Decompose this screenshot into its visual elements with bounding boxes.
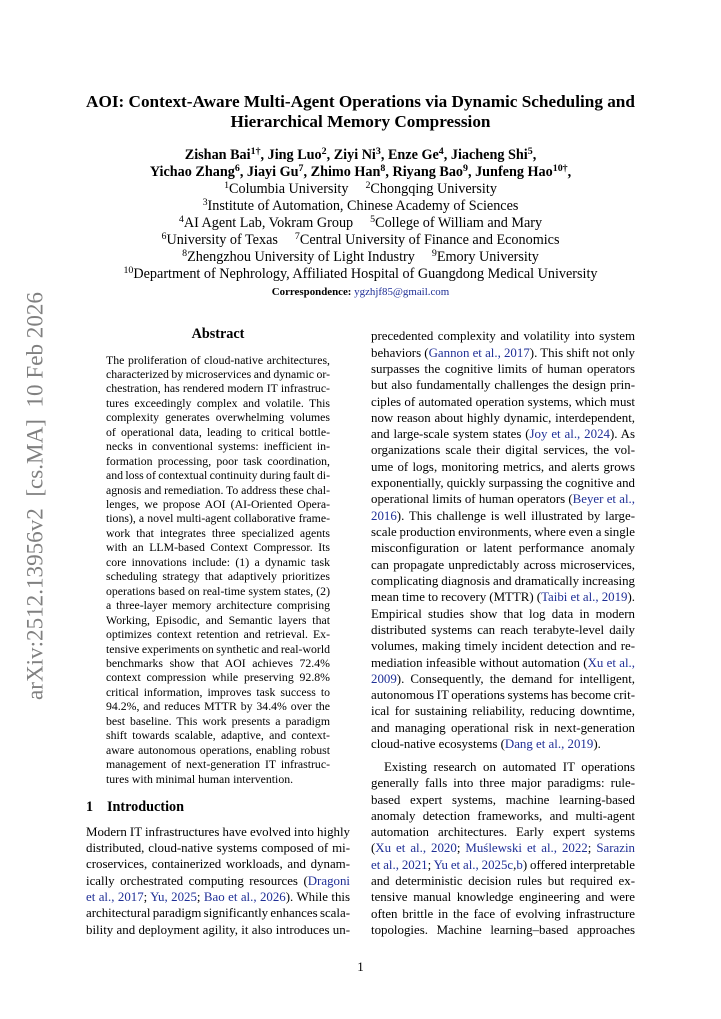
correspondence-label: Correspondence: xyxy=(271,286,352,298)
text-segment: , xyxy=(567,163,572,180)
abstract-line: with an LLM-based Context Compressor. Its xyxy=(106,540,330,555)
citation-link[interactable]: Dang et al., 2019 xyxy=(504,737,594,752)
text-segment: ; xyxy=(143,890,151,905)
text-line: exponentially, quickly surpassing the cognitive and xyxy=(371,476,635,491)
text-segment: and large-scale system states ( xyxy=(371,427,530,442)
text-segment: , Jiayi Gu xyxy=(239,163,299,180)
citation-link[interactable]: et al., 2017 xyxy=(86,890,144,905)
affiliation-number: 9 xyxy=(431,248,437,260)
text-line: volumes, making timely incident detection and re- xyxy=(371,639,635,654)
affiliation-mark: 4 xyxy=(438,146,444,158)
affiliation-name: Zhengzhou University of Light Industry xyxy=(187,248,415,265)
text-line xyxy=(371,508,635,524)
text-segment: ). This shift not only xyxy=(529,345,635,360)
affiliation-list xyxy=(0,181,721,283)
paper-title xyxy=(0,92,721,132)
abstract-line: tensive experiments on synthetic and real-world xyxy=(106,641,330,656)
text-line: and managing operational risk in next-generation xyxy=(371,720,635,735)
title-line: AOI: Context-Aware Multi-Agent Operations via Dynamic Scheduling and xyxy=(86,92,635,111)
text-segment: ). xyxy=(593,737,601,752)
affiliation-item xyxy=(432,249,539,265)
affiliation-mark: 1† xyxy=(250,146,261,158)
abstract-line: tures with minimal human intervention. xyxy=(106,771,294,786)
text-segment: ). While this xyxy=(285,890,350,905)
citation-link[interactable]: b xyxy=(516,857,523,872)
text-line: precedented complexity and volatility into system xyxy=(371,329,635,344)
text-line: scale production environments, where even a single xyxy=(371,525,635,540)
affiliation-item xyxy=(365,181,496,197)
text-line xyxy=(86,873,350,889)
affiliation-item xyxy=(182,249,415,265)
abstract-line: optimizes context retention and retrieval. Ex- xyxy=(106,627,330,642)
text-line: ciples of automated operation systems, which must xyxy=(371,394,635,409)
abstract-line: Working, Episodic, and Semantic layers that xyxy=(106,612,330,627)
paragraph xyxy=(371,759,635,938)
affiliation-item xyxy=(179,215,353,231)
arxiv-stamp: arXiv:2512.13956v2 [cs.MA] 10 Feb 2026 xyxy=(21,292,48,700)
abstract-line: shift towards scalable, adaptive, and context- xyxy=(106,728,330,743)
text-segment: ) offered interpretable xyxy=(522,857,636,872)
text-segment: mediation infeasible without automation ( xyxy=(371,655,588,670)
abstract-line: The proliferation of cloud-native architectures, xyxy=(106,352,330,367)
affiliation-mark: 2 xyxy=(321,146,327,158)
text-segment: ). As xyxy=(609,427,635,442)
text-line: misconfiguration or latent performance anomaly xyxy=(371,541,635,556)
citation-link[interactable]: et al., 2021 xyxy=(371,857,428,872)
intro-left-column xyxy=(86,824,350,938)
paragraph xyxy=(371,328,635,752)
abstract-line: context compression while preserving 92.8% xyxy=(106,670,330,685)
abstract-line: benchmarks show that AOI achieves 72.4% xyxy=(106,656,330,671)
text-segment: , xyxy=(513,857,517,872)
text-line xyxy=(371,736,635,752)
affiliation-line xyxy=(0,215,721,232)
affiliation-number: 8 xyxy=(182,248,188,260)
abstract-line: complexity generates overwhelming volumes xyxy=(106,410,330,425)
text-line xyxy=(371,671,635,687)
text-segment: operational limits of human operators ( xyxy=(371,492,573,507)
affiliation-number: 7 xyxy=(294,231,300,243)
abstract-line: a three-layer memory architecture comprising xyxy=(106,598,330,613)
text-line xyxy=(371,426,635,442)
text-line xyxy=(86,889,350,905)
affiliation-item xyxy=(224,181,348,197)
text-segment: ; xyxy=(587,841,597,856)
citation-link[interactable]: Yu, 2025 xyxy=(150,890,197,905)
citation-link[interactable]: Beyer et al., xyxy=(572,492,635,507)
citation-link[interactable]: Gannon et al., 2017 xyxy=(428,345,530,360)
text-line: anomaly detection frameworks, and multi-agent xyxy=(371,808,635,823)
text-line: distributed, cloud-native systems composed of mi- xyxy=(86,841,350,856)
citation-link[interactable]: 2016 xyxy=(371,508,397,523)
text-line: Empirical studies show that log data in modern xyxy=(371,606,635,621)
abstract-line: work that integrates three specialized agents xyxy=(106,525,330,540)
text-line: Modern IT infrastructures have evolved into highly xyxy=(86,824,350,839)
text-segment: ). This challenge is well illustrated by large- xyxy=(396,508,635,523)
text-line: tensive manual knowledge engineering and were xyxy=(371,890,635,905)
citation-link[interactable]: Muślewski et al., 2022 xyxy=(465,841,588,856)
affiliation-item xyxy=(295,232,560,248)
citation-link[interactable]: Bao et al., 2026 xyxy=(203,890,286,905)
text-line: can propagate unpredictably across microservices, xyxy=(371,557,635,572)
citation-link[interactable]: 2009 xyxy=(371,671,397,686)
affiliation-line xyxy=(0,198,721,215)
affiliation-name: Columbia University xyxy=(229,180,349,197)
abstract-body xyxy=(106,353,330,787)
text-segment: , Enze Ge xyxy=(380,146,439,163)
text-segment: , xyxy=(532,146,537,163)
text-segment: ; xyxy=(427,857,434,872)
affiliation-number: 10 xyxy=(123,265,134,277)
text-line: topologies. Machine learning–based approaches xyxy=(371,923,635,938)
affiliation-name: Institute of Automation, Chinese Academy of Sciences xyxy=(207,197,519,214)
citation-link[interactable]: Xu et al., 2020 xyxy=(375,841,457,856)
text-line xyxy=(371,589,635,605)
text-segment: , Riyang Bao xyxy=(385,163,464,180)
affiliation-item xyxy=(203,198,519,214)
author-list xyxy=(0,147,721,181)
text-segment: ). xyxy=(627,590,635,605)
section-title: Introduction xyxy=(107,798,184,815)
text-line: based expert systems, machine learning-based xyxy=(371,792,635,807)
text-segment: , Zhimo Han xyxy=(303,163,381,180)
text-line xyxy=(371,840,635,856)
affiliation-name: Central University of Finance and Economics xyxy=(299,231,560,248)
affiliation-mark: 5 xyxy=(527,146,533,158)
text-segment: Zishan Bai xyxy=(184,146,251,163)
text-segment: ; xyxy=(456,841,466,856)
abstract-line: and loss of contextual continuity during fault di- xyxy=(106,468,330,483)
text-line: bility and deployment agility, it also introduces un- xyxy=(86,922,350,937)
text-line: architectural paradigm significantly enhances scala- xyxy=(86,906,350,921)
title-line: Hierarchical Memory Compression xyxy=(230,112,491,131)
affiliation-number: 5 xyxy=(370,214,376,226)
text-line: but also fundamentally challenges the design prin- xyxy=(371,378,635,393)
affiliation-item xyxy=(370,215,542,231)
abstract-line: best baseline. This work presents a paradigm xyxy=(106,713,330,728)
affiliation-name: Department of Nephrology, Affiliated Hospital of Guangdong Medical University xyxy=(133,265,598,282)
abstract-line: tions), a novel multi-agent collaborative frame- xyxy=(106,511,330,526)
intro-right-column xyxy=(371,328,635,938)
author-block xyxy=(0,147,721,283)
citation-link[interactable]: Dragoni xyxy=(307,873,350,888)
text-line: often brittle in the face of evolving infrastructure xyxy=(371,906,635,921)
correspondence-line xyxy=(0,285,721,299)
affiliation-item xyxy=(123,266,597,282)
text-line xyxy=(371,345,635,361)
text-segment: behaviors ( xyxy=(371,345,429,360)
abstract-line: agnosis and remediation. To address these chal- xyxy=(106,482,330,497)
text-line: distributed systems can reach terabyte-level daily xyxy=(371,622,635,637)
abstract-line: core innovations include: (1) a dynamic task xyxy=(106,554,330,569)
text-line: now reason about highly dynamic, interdependent, xyxy=(371,410,635,425)
affiliation-name: College of William and Mary xyxy=(375,214,543,231)
affiliation-mark: 10† xyxy=(552,163,568,175)
text-segment: ). Consequently, the demand for intelligent, xyxy=(396,671,635,686)
text-segment: cloud-native ecosystems ( xyxy=(371,737,505,752)
affiliation-name: Chongqing University xyxy=(370,180,497,197)
citation-link[interactable]: Taibi et al., 2019 xyxy=(541,590,628,605)
affiliation-name: University of Texas xyxy=(166,231,278,248)
abstract-line: characterized by microservices and dynamic or- xyxy=(106,366,330,381)
affiliation-mark: 9 xyxy=(463,163,468,175)
text-segment: , Ziyi Ni xyxy=(326,146,376,163)
abstract-line: formation processing, poor task coordination, xyxy=(106,453,330,468)
abstract-heading: Abstract xyxy=(191,325,245,342)
author-line xyxy=(0,147,721,164)
text-line: organizations scale their digital services, the vol- xyxy=(371,443,635,458)
author-line xyxy=(0,164,721,181)
affiliation-mark: 8 xyxy=(380,163,386,175)
text-line: complicating diagnosis and dramatically increasing xyxy=(371,573,635,588)
section-number: 1 xyxy=(86,798,94,815)
affiliation-number: 3 xyxy=(202,197,208,209)
abstract-line: critical information, improves task success to xyxy=(106,684,330,699)
affiliation-mark: 6 xyxy=(234,163,240,175)
text-line: surpasses the cognitive limits of human operators xyxy=(371,361,635,376)
text-line: ume of logs, monitoring metrics, and alerts grows xyxy=(371,459,635,474)
text-segment: , Jing Luo xyxy=(260,146,322,163)
affiliation-number: 1 xyxy=(224,180,230,192)
text-segment: ically orchestrated computing resources ( xyxy=(86,873,308,888)
text-segment: mean time to recovery (MTTR) ( xyxy=(371,590,542,605)
correspondence-email[interactable]: ygzhjf85@gmail.com xyxy=(354,286,450,298)
affiliation-line xyxy=(0,232,721,249)
abstract-line: lenges, we propose AOI (AI-Oriented Opera- xyxy=(106,497,330,512)
abstract-line: management of next-generation IT infrastruc- xyxy=(106,757,330,772)
text-line: croservices, containerized workloads, and dynam- xyxy=(86,857,350,872)
citation-link[interactable]: Yu et al., 2025c xyxy=(433,857,514,872)
text-line: generally falls into three major paradigms: rule- xyxy=(371,776,635,791)
abstract-line: scheduling strategy that adaptively prioritizes xyxy=(106,569,330,584)
citation-link[interactable]: Joy et al., 2024 xyxy=(529,427,610,442)
citation-link[interactable]: Xu et al., xyxy=(587,655,635,670)
text-segment: ( xyxy=(371,841,376,856)
text-line: Existing research on automated IT operations xyxy=(384,759,635,774)
affiliation-item xyxy=(161,232,277,248)
affiliation-mark: 7 xyxy=(298,163,304,175)
text-segment: , Jiacheng Shi xyxy=(443,146,528,163)
citation-link[interactable]: Sarazin xyxy=(596,841,635,856)
abstract-line: operations based on real-time system states, (2) xyxy=(106,583,330,598)
text-segment: , Junfeng Hao xyxy=(467,163,553,180)
abstract-line: tures exceedingly complex and volatile. This xyxy=(106,395,330,410)
text-line xyxy=(371,491,635,507)
abstract-line: 94.2%, and reduces MTTR by 34.4% over the xyxy=(106,699,330,714)
text-line: autonomous IT operations systems has become crit- xyxy=(371,688,635,703)
abstract-line: chestration, has rendered modern IT infrastruc- xyxy=(106,381,330,396)
text-line: and deterministic decision rules but required ex- xyxy=(371,874,635,889)
text-segment: ; xyxy=(196,890,204,905)
text-line xyxy=(371,857,635,873)
affiliation-number: 2 xyxy=(365,180,371,192)
affiliation-line xyxy=(0,249,721,266)
abstract-line: of operational data, leading to critical bottle- xyxy=(106,424,330,439)
affiliation-number: 6 xyxy=(161,231,167,243)
affiliation-name: Emory University xyxy=(436,248,539,265)
text-segment: Yichao Zhang xyxy=(149,163,235,180)
affiliation-line xyxy=(0,181,721,198)
text-line xyxy=(371,655,635,671)
abstract-line: necks in conventional systems: inefficient in- xyxy=(106,439,330,454)
abstract-line: aware autonomous operations, enabling robust xyxy=(106,742,330,757)
text-line: ical for sustaining reliability, reducing downtime, xyxy=(371,704,635,719)
affiliation-name: AI Agent Lab, Vokram Group xyxy=(183,214,354,231)
affiliation-number: 4 xyxy=(178,214,184,226)
section-heading xyxy=(86,799,350,816)
affiliation-line xyxy=(0,266,721,283)
text-line: automation architectures. Early expert systems xyxy=(371,825,635,840)
affiliation-mark: 3 xyxy=(375,146,381,158)
page-number: 1 xyxy=(357,959,364,974)
